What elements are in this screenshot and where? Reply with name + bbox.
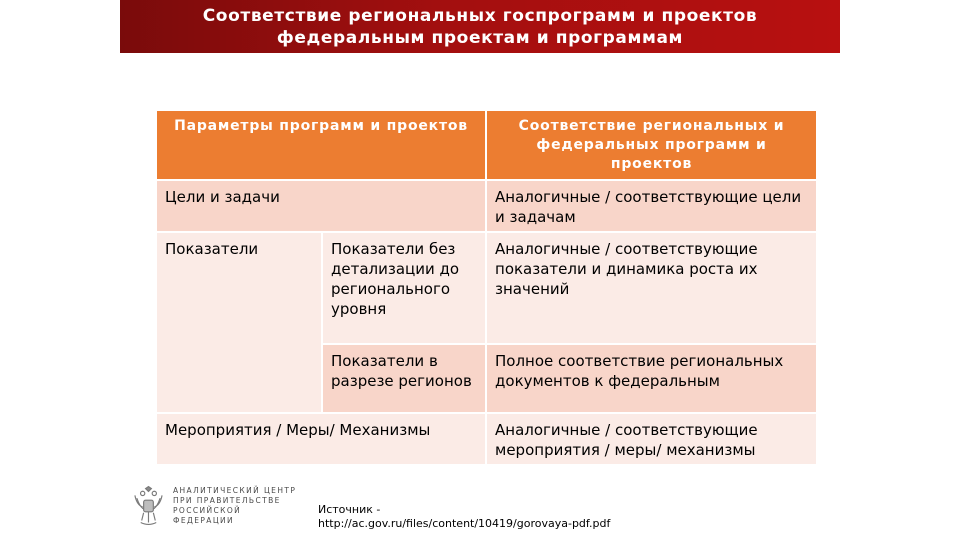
cell-measures-value: Аналогичные / соответствующие мероприятия / меры/ механизмы (486, 413, 817, 465)
cell-goals: Цели и задачи (156, 180, 486, 232)
table-row (156, 180, 817, 232)
slide-title: Соответствие региональных госпрограмм и проектов федеральным проектам и программам (202, 5, 758, 48)
source-note (318, 503, 678, 531)
cell-indicators-by-region-value: Полное соответствие региональных документов к федеральным (486, 344, 817, 413)
comparison-table (155, 109, 818, 466)
header-correspondence: Соответствие региональных и федеральных программ и проектов (486, 110, 817, 180)
analytical-center-logo (132, 484, 302, 528)
cell-indicators: Показатели (156, 232, 322, 413)
cell-indicators-no-detail: Показатели без детализации до регионального уровня (322, 232, 486, 344)
source-url[interactable]: http://ac.gov.ru/files/content/10419/gorovaya-pdf.pdf (318, 517, 611, 530)
source-label: Источник - (318, 503, 381, 516)
cell-indicators-by-region: Показатели в разрезе регионов (322, 344, 486, 413)
header-parameters: Параметры программ и проектов (156, 110, 486, 180)
table-row (156, 232, 817, 344)
logo-text: АНАЛИТИЧЕСКИЙ ЦЕНТР ПРИ ПРАВИТЕЛЬСТВЕ РОССИЙСКОЙ ФЕДЕРАЦИИ (172, 486, 297, 525)
cell-indicators-no-detail-value: Аналогичные / соответствующие показатели и динамика роста их значений (486, 232, 817, 344)
table-row (156, 413, 817, 465)
cell-measures: Мероприятия / Меры/ Механизмы (156, 413, 486, 465)
double-headed-eagle-icon (132, 485, 165, 527)
title-bar (120, 0, 840, 53)
cell-goals-value: Аналогичные / соответствующие цели и задачам (486, 180, 817, 232)
table-header-row (156, 110, 817, 180)
